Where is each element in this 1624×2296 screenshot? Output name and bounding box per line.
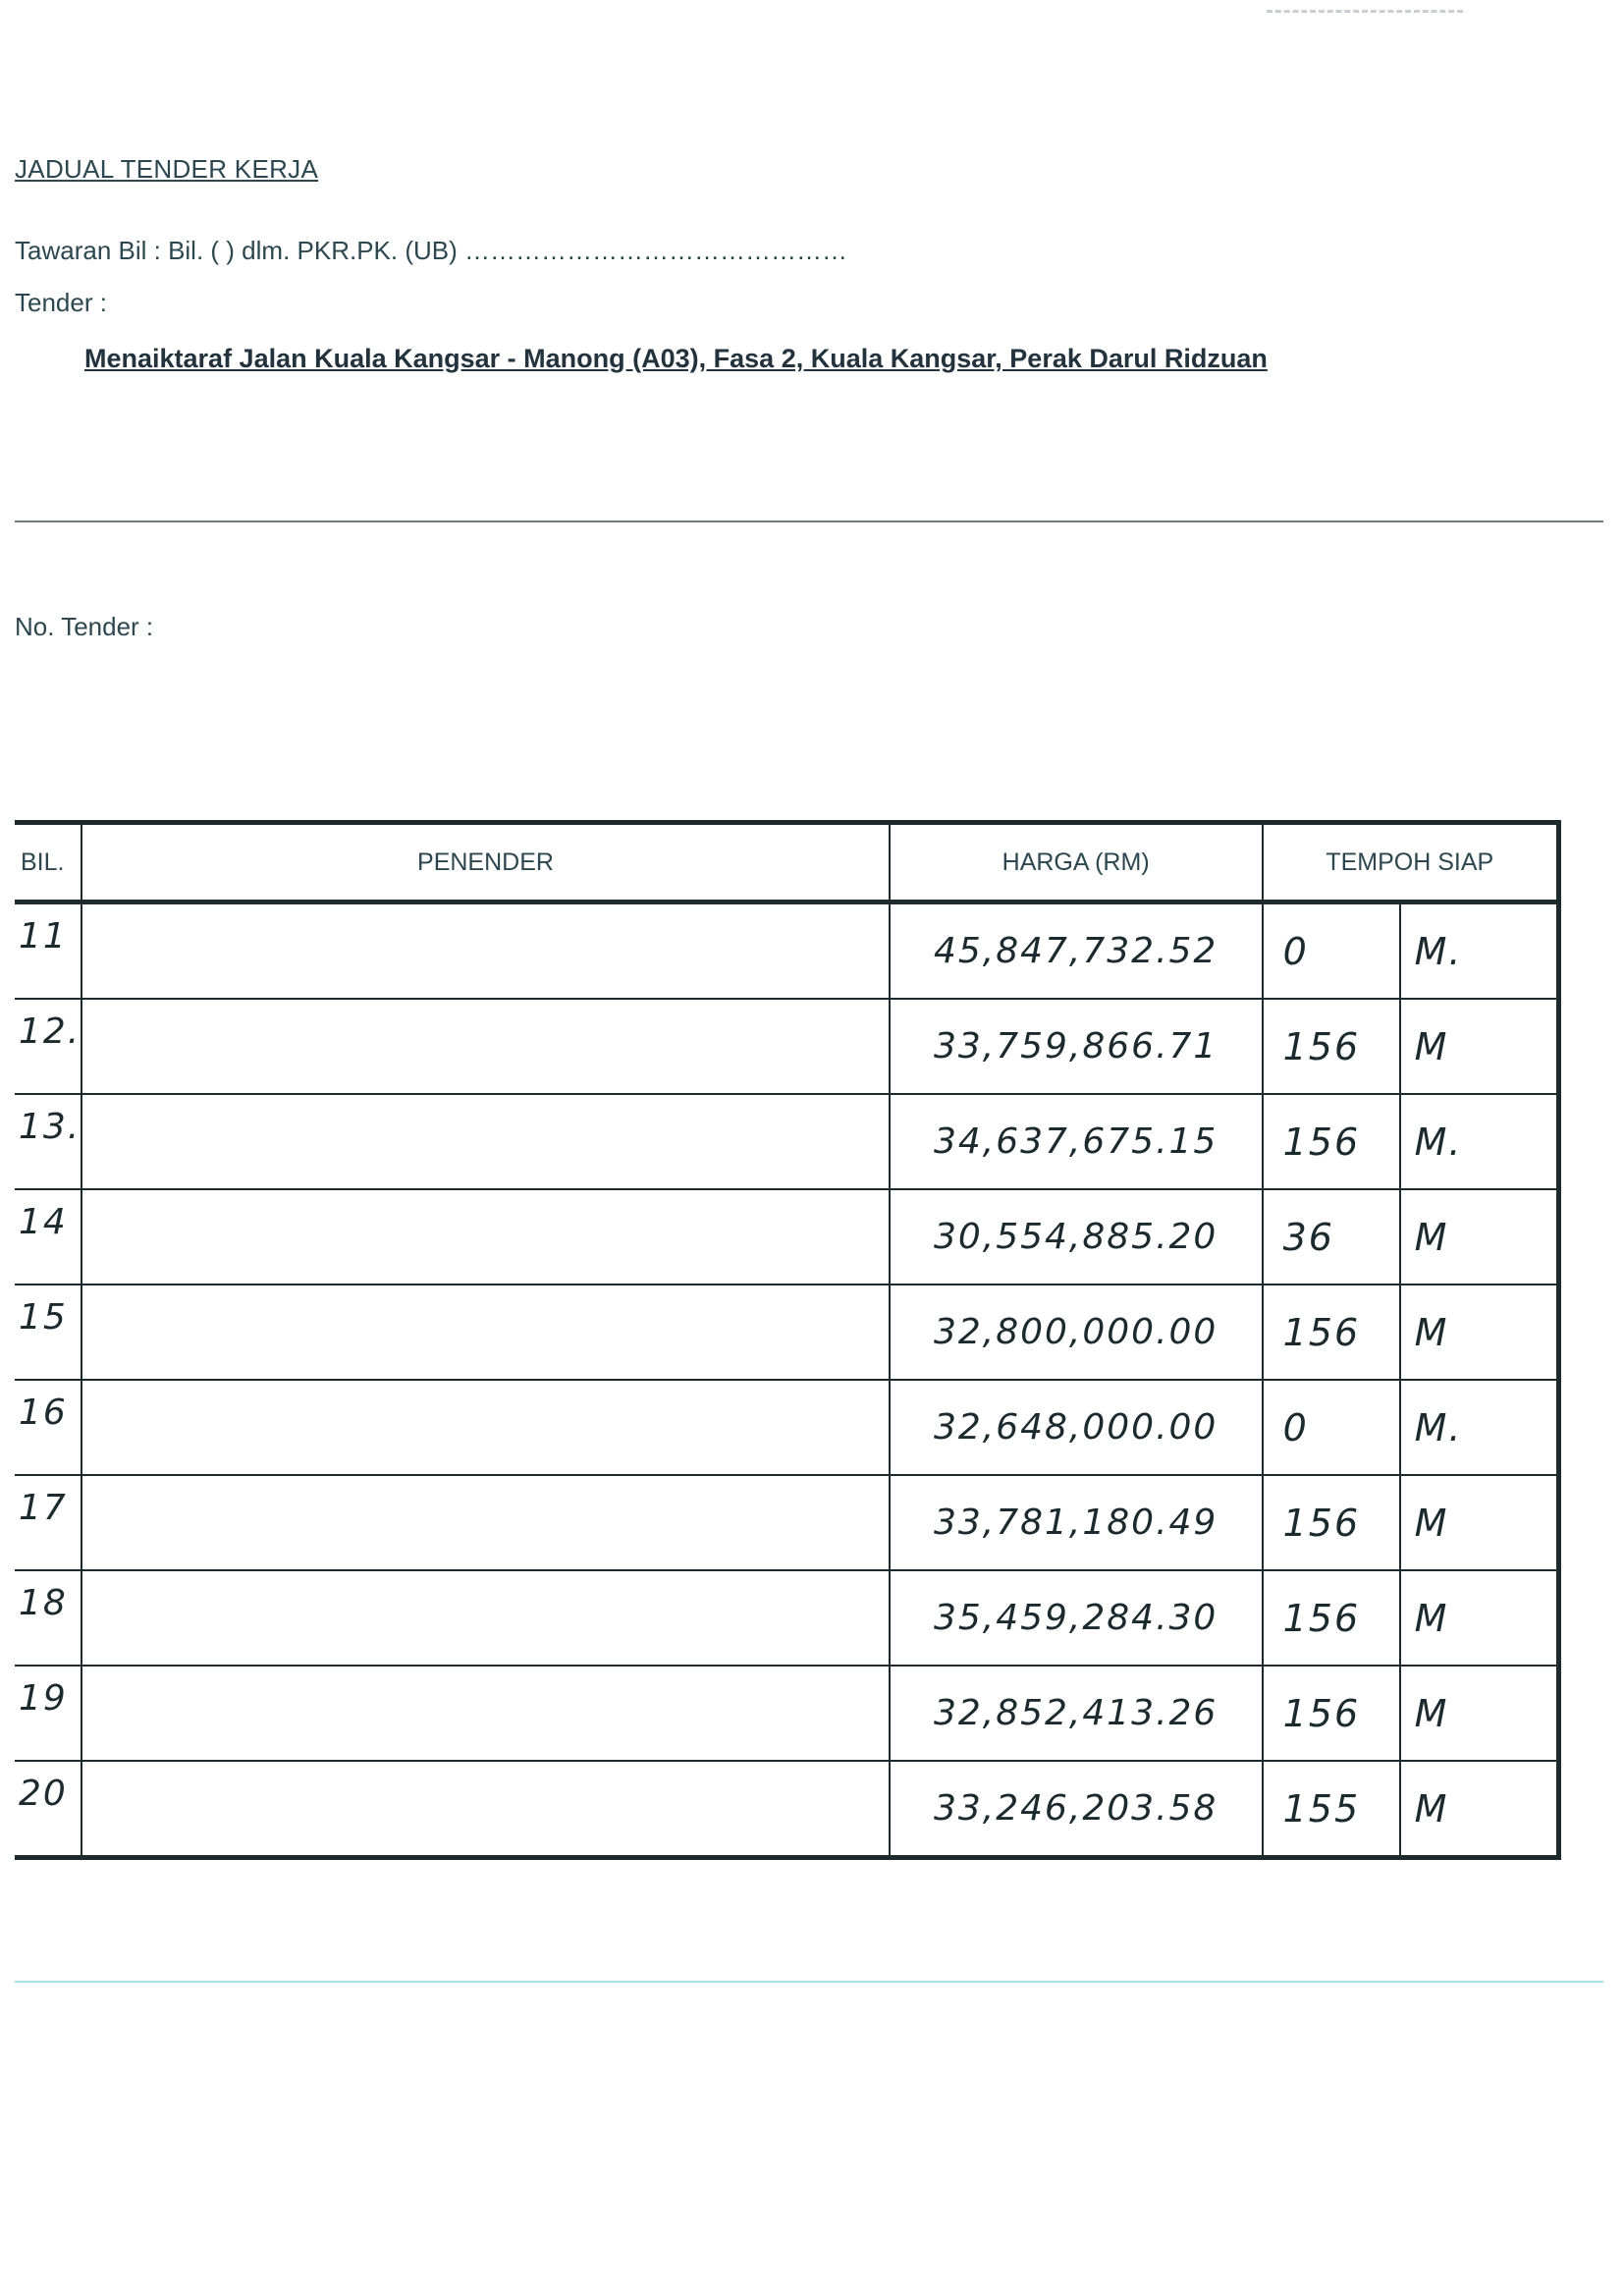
unit-value: M <box>1414 1310 1449 1354</box>
penender-cell <box>81 902 889 1000</box>
harga-cell <box>890 1094 1263 1189</box>
harga-value: 45,847,732.52 <box>933 931 1218 971</box>
tempoh-cell <box>1263 902 1400 1000</box>
tempoh-cell <box>1263 1666 1400 1761</box>
unit-value: M <box>1414 1024 1449 1068</box>
unit-cell <box>1400 999 1559 1094</box>
penender-cell <box>81 999 889 1094</box>
tempoh-cell <box>1263 1189 1400 1285</box>
bil-value: 11 <box>19 916 68 957</box>
unit-value: M. <box>1414 1405 1463 1449</box>
unit-value: M. <box>1414 929 1463 973</box>
unit-value: M <box>1414 1786 1449 1831</box>
harga-cell <box>890 1761 1263 1858</box>
tempoh-value: 0 <box>1282 929 1309 973</box>
bil-cell <box>15 999 81 1094</box>
tempoh-value: 155 <box>1282 1786 1361 1831</box>
tender-table <box>15 820 1561 1860</box>
bil-cell <box>15 1666 81 1761</box>
bottom-divider-line <box>15 1981 1603 1983</box>
project-title: Menaiktaraf Jalan Kuala Kangsar - Manong (A03), Fasa 2, Kuala Kangsar, Perak Darul Ridzuan <box>84 344 1268 373</box>
unit-cell <box>1400 1380 1559 1475</box>
bil-value: 20 <box>19 1774 68 1814</box>
offer-number-line: Tawaran Bil : Bil. ( ) dlm. PKR.PK. (UB) ……………………………………… <box>15 236 847 265</box>
harga-cell <box>890 1189 1263 1285</box>
bil-value: 15 <box>19 1297 68 1338</box>
tempoh-cell <box>1263 999 1400 1094</box>
table-row <box>15 1570 1559 1666</box>
bil-value: 12. <box>19 1011 81 1052</box>
unit-cell <box>1400 1666 1559 1761</box>
harga-value: 32,800,000.00 <box>933 1312 1218 1352</box>
unit-cell <box>1400 902 1559 1000</box>
no-tender-label: No. Tender : <box>15 612 154 641</box>
bil-value: 16 <box>19 1393 68 1433</box>
unit-cell <box>1400 1094 1559 1189</box>
header-tempoh-siap: TEMPOH SIAP <box>1263 823 1559 902</box>
tempoh-cell <box>1263 1094 1400 1189</box>
scan-top-mark <box>1267 10 1463 19</box>
harga-cell <box>890 999 1263 1094</box>
table-row <box>15 1761 1559 1858</box>
table-row <box>15 1475 1559 1570</box>
tempoh-value: 156 <box>1282 1310 1361 1354</box>
unit-cell <box>1400 1189 1559 1285</box>
document-heading: JADUAL TENDER KERJA <box>15 154 319 184</box>
tender-label: Tender : <box>15 288 107 317</box>
table-row <box>15 1666 1559 1761</box>
table-row <box>15 1094 1559 1189</box>
bil-cell <box>15 1475 81 1570</box>
bil-value: 17 <box>19 1488 68 1528</box>
table-row <box>15 902 1559 1000</box>
bil-cell <box>15 1380 81 1475</box>
unit-cell <box>1400 1761 1559 1858</box>
unit-cell <box>1400 1285 1559 1380</box>
bil-value: 19 <box>19 1678 68 1719</box>
bil-value: 18 <box>19 1583 68 1623</box>
unit-value: M <box>1414 1215 1449 1259</box>
harga-value: 30,554,885.20 <box>933 1217 1218 1257</box>
bil-cell <box>15 1570 81 1666</box>
tempoh-value: 156 <box>1282 1120 1361 1164</box>
penender-cell <box>81 1570 889 1666</box>
harga-cell <box>890 902 1263 1000</box>
bil-value: 14 <box>19 1202 68 1242</box>
table-row <box>15 1380 1559 1475</box>
bil-cell <box>15 902 81 1000</box>
tempoh-value: 156 <box>1282 1691 1361 1735</box>
harga-value: 32,852,413.26 <box>933 1693 1218 1733</box>
header-penender: PENENDER <box>81 823 889 902</box>
penender-cell <box>81 1475 889 1570</box>
bil-cell <box>15 1761 81 1858</box>
harga-cell <box>890 1475 1263 1570</box>
tempoh-cell <box>1263 1285 1400 1380</box>
table-row <box>15 999 1559 1094</box>
bil-value: 13. <box>19 1107 81 1147</box>
harga-value: 32,648,000.00 <box>933 1407 1218 1448</box>
penender-cell <box>81 1380 889 1475</box>
harga-cell <box>890 1666 1263 1761</box>
unit-cell <box>1400 1475 1559 1570</box>
penender-cell <box>81 1189 889 1285</box>
tempoh-value: 156 <box>1282 1024 1361 1068</box>
harga-value: 33,246,203.58 <box>933 1788 1218 1829</box>
tempoh-cell <box>1263 1475 1400 1570</box>
tempoh-cell <box>1263 1570 1400 1666</box>
table-row <box>15 1189 1559 1285</box>
unit-value: M <box>1414 1691 1449 1735</box>
penender-cell <box>81 1285 889 1380</box>
penender-cell <box>81 1094 889 1189</box>
tempoh-value: 36 <box>1282 1215 1334 1259</box>
header-harga: HARGA (RM) <box>890 823 1263 902</box>
tempoh-cell <box>1263 1380 1400 1475</box>
unit-value: M. <box>1414 1120 1463 1164</box>
penender-cell <box>81 1666 889 1761</box>
harga-value: 35,459,284.30 <box>933 1598 1218 1638</box>
unit-value: M <box>1414 1501 1449 1545</box>
table-row <box>15 1285 1559 1380</box>
header-bil: BIL. <box>15 823 81 902</box>
tempoh-value: 156 <box>1282 1596 1361 1640</box>
harga-value: 33,781,180.49 <box>933 1503 1218 1543</box>
harga-value: 34,637,675.15 <box>933 1121 1218 1162</box>
bil-cell <box>15 1285 81 1380</box>
unit-value: M <box>1414 1596 1449 1640</box>
harga-value: 33,759,866.71 <box>933 1026 1218 1066</box>
tempoh-value: 156 <box>1282 1501 1361 1545</box>
harga-cell <box>890 1285 1263 1380</box>
tempoh-cell <box>1263 1761 1400 1858</box>
tempoh-value: 0 <box>1282 1405 1309 1449</box>
table-header-row <box>15 823 1559 902</box>
penender-cell <box>81 1761 889 1858</box>
harga-cell <box>890 1570 1263 1666</box>
bil-cell <box>15 1189 81 1285</box>
unit-cell <box>1400 1570 1559 1666</box>
bil-cell <box>15 1094 81 1189</box>
divider-line <box>15 520 1603 522</box>
harga-cell <box>890 1380 1263 1475</box>
